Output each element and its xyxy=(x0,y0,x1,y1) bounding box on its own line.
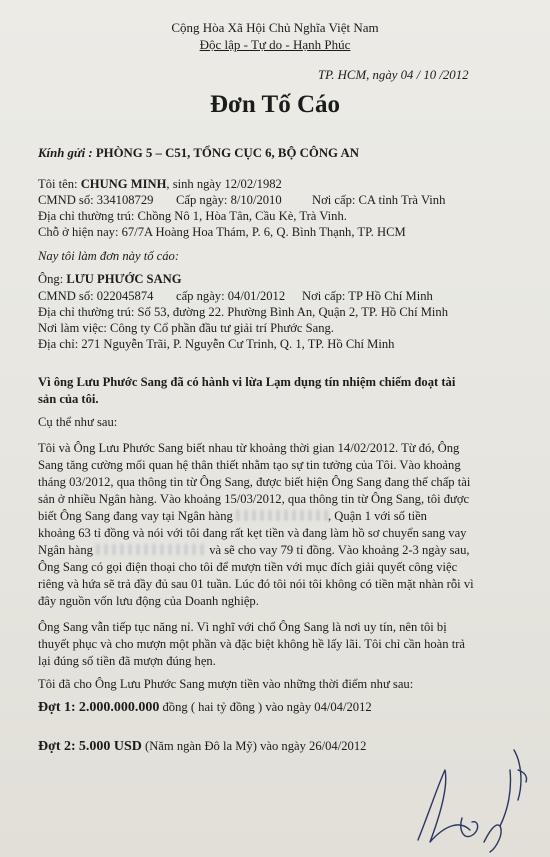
accused-prefix: Ông: xyxy=(38,272,64,286)
accusation-line-2: sản của tôi. xyxy=(38,392,99,406)
document-title: Đơn Tố Cáo xyxy=(209,91,341,118)
installment-2 xyxy=(38,738,366,755)
para2-line: Ông Sang vẫn tiếp tục năng nỉ. Vì nghĩ với chổ Ông Sang là nơi uy tín, nên tôi bị xyxy=(38,620,447,634)
para1-text: biết Ông Sang đang vay tại Ngân hàng xyxy=(38,509,233,523)
para1-line: riêng và hứa sẽ trả đầy đủ sau 01 tuần. Lúc đó tôi nói tôi không có tiền mặt nhàn rỗi vì xyxy=(38,577,474,591)
complainant-id-date: Cấp ngày: 8/10/2010 xyxy=(176,193,282,207)
handwritten-signature xyxy=(400,730,540,855)
accused-work-address: Địa chỉ: 271 Nguyễn Trãi, P. Nguyễn Cư Trinh, Q. 1, TP. Hồ Chí Minh xyxy=(38,337,395,351)
complainant-id-number: CMND số: 334108729 xyxy=(38,193,154,207)
details-label: Cụ thể như sau: xyxy=(38,415,118,429)
recipient-label: Kính gửi : xyxy=(38,146,93,160)
complainant-current-address: Chỗ ở hiện nay: 67/7A Hoàng Hoa Thám, P. 6, Q. Bình Thạnh, TP. HCM xyxy=(38,225,406,239)
para3-line: Tôi đã cho Ông Lưu Phước Sang mượn tiền vào những thời điểm như sau: xyxy=(38,677,414,691)
accused-workplace: Nơi làm việc: Công ty Cổ phần đầu tư giải trí Phước Sang. xyxy=(38,321,334,335)
place-date: TP. HCM, ngày 04 / 10 /2012 xyxy=(318,68,469,82)
para1-text: và sẽ cho vay 79 tỉ đồng. Vào khoảng 2-3 ngày sau, xyxy=(209,543,470,557)
accused-id-place: Nơi cấp: TP Hồ Chí Minh xyxy=(302,289,433,303)
intro-line: Nay tôi làm đơn này tố cáo: xyxy=(38,249,180,263)
accusation-line-1: Vì ông Lưu Phước Sang đã có hành vi lừa Lạm dụng tín nhiệm chiếm đoạt tài xyxy=(38,375,456,389)
installment-label: Đợt 1: xyxy=(38,700,76,715)
installment-amount: 5.000 USD xyxy=(78,739,142,754)
installment-label: Đợt 2: xyxy=(38,739,76,754)
redacted-bank-name xyxy=(236,510,328,521)
para2-line: thuyết phục và cho mượn một phần và đặc biệt không hề lấy lãi. Tôi chỉ cần hoàn trả xyxy=(38,637,465,651)
para1-line: Ông Sang có gọi điện thoại cho tôi để mượn tiền với mục đích giải quyết công việc xyxy=(38,560,458,574)
installment-desc: đồng ( hai tỷ đồng ) vào ngày 04/04/2012 xyxy=(159,700,372,714)
complainant-birth: , sinh ngày 12/02/1982 xyxy=(166,177,282,191)
recipient-value: PHÒNG 5 – C51, TỔNG CỤC 6, BỘ CÔNG AN xyxy=(95,146,359,160)
recipient-line xyxy=(38,146,359,161)
installment-1 xyxy=(38,699,372,716)
motto-heading: Độc lập - Tự do - Hạnh Phúc xyxy=(199,37,351,52)
para1-line: Sang tăng cường mối quan hệ thân thiết nhằm tạo sự tin tưởng của Tôi. Vào khoảng xyxy=(38,458,461,472)
para1-line: khoảng 63 tỉ đồng và nói với tôi đang rất kẹt tiền và đang làm hồ sơ chuyển sang vay xyxy=(38,526,467,540)
nation-heading: Cộng Hòa Xã Hội Chủ Nghĩa Việt Nam xyxy=(171,20,379,35)
complainant-name-value: CHUNG MINH xyxy=(80,177,167,191)
accused-id-number: CMND số: 022045874 xyxy=(38,289,154,303)
accused-name-value: LƯU PHƯỚC SANG xyxy=(66,272,182,286)
para1-line: đây nguồn vốn lưu động của Doanh nghiệp. xyxy=(38,594,259,608)
installment-desc: (Năm ngàn Đô la Mỹ) vào ngày 26/04/2012 xyxy=(141,739,367,753)
accused-residence: Địa chỉ thường trú: Số 53, đường 22. Phường Bình An, Quận 2, TP. Hồ Chí Minh xyxy=(38,305,449,319)
name-prefix: Tôi tên: xyxy=(38,177,78,191)
para1-line: Tôi và Ông Lưu Phước Sang biết nhau từ khoảng thời gian 14/02/2012. Từ đó, Ông xyxy=(38,441,460,455)
para1-text: , Quận 1 với số tiền xyxy=(327,509,427,523)
para2-line: lại đúng số tiền đã mượn đúng hẹn. xyxy=(38,654,216,668)
para1-line: tháng 03/2012, qua thông tin từ Ông Sang, được biết hiện Ông Sang đang thế chấp tài xyxy=(38,475,471,489)
para1-line: sản ở nhiều Ngân hàng. Vào khoảng 15/03/2012, qua thông tin từ Ông Sang, tôi được xyxy=(38,492,470,506)
accused-name xyxy=(38,272,182,287)
para1-text: Ngân hàng xyxy=(38,543,93,557)
accused-id-date: cấp ngày: 04/01/2012 xyxy=(176,289,286,303)
complainant-id-place: Nơi cấp: CA tỉnh Trà Vinh xyxy=(312,193,446,207)
installment-amount: 2.000.000.000 xyxy=(78,700,160,715)
complainant-name xyxy=(38,177,282,192)
para1-line xyxy=(38,509,427,524)
complainant-residence: Địa chỉ thường trú: Chồng Nô 1, Hòa Tân, Cầu Kè, Trà Vinh. xyxy=(38,209,347,223)
redacted-bank-name xyxy=(96,544,206,555)
para1-line xyxy=(38,543,470,558)
